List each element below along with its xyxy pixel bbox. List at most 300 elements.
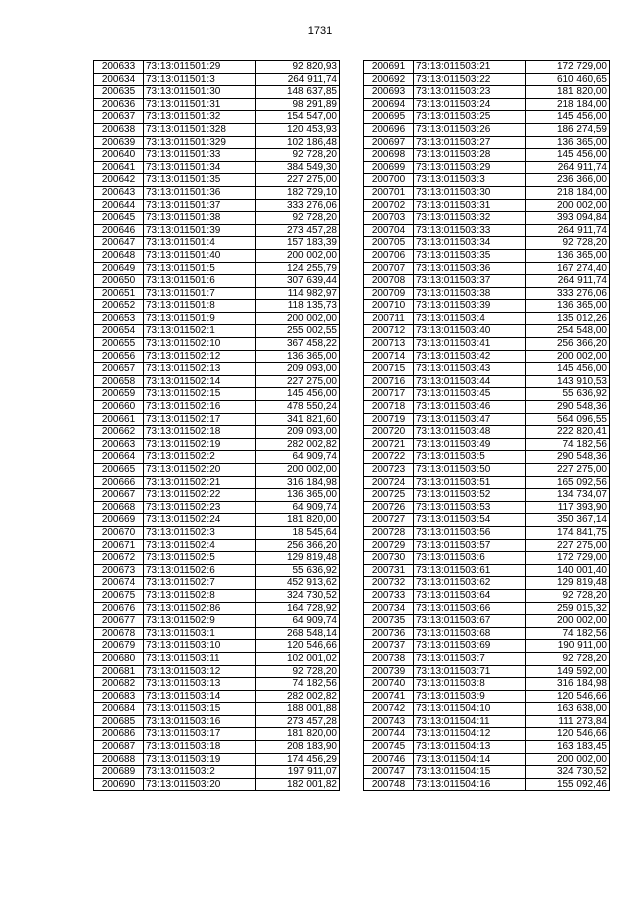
table-row bbox=[94, 426, 340, 439]
row-id-cell: 200698 bbox=[364, 149, 414, 162]
row-id-cell: 200709 bbox=[364, 287, 414, 300]
row-id-cell: 200720 bbox=[364, 426, 414, 439]
value-cell: 164 728,92 bbox=[256, 602, 340, 615]
cadastral-number-cell: 73:13:011503:41 bbox=[414, 338, 526, 351]
cadastral-number-cell: 73:13:011503:20 bbox=[144, 778, 256, 791]
value-cell: 255 002,55 bbox=[256, 325, 340, 338]
registry-table-left bbox=[93, 60, 340, 791]
row-id-cell: 200669 bbox=[94, 514, 144, 527]
row-id-cell: 200702 bbox=[364, 199, 414, 212]
cadastral-number-cell: 73:13:011504:15 bbox=[414, 766, 526, 779]
row-id-cell: 200664 bbox=[94, 451, 144, 464]
row-id-cell: 200670 bbox=[94, 526, 144, 539]
row-id-cell: 200683 bbox=[94, 690, 144, 703]
value-cell: 155 092,46 bbox=[526, 778, 610, 791]
value-cell: 316 184,98 bbox=[526, 678, 610, 691]
row-id-cell: 200673 bbox=[94, 564, 144, 577]
value-cell: 478 550,24 bbox=[256, 401, 340, 414]
table-row bbox=[94, 73, 340, 86]
row-id-cell: 200744 bbox=[364, 728, 414, 741]
value-cell: 290 548,36 bbox=[526, 451, 610, 464]
table-row bbox=[94, 111, 340, 124]
row-id-cell: 200718 bbox=[364, 401, 414, 414]
table-row bbox=[94, 287, 340, 300]
table-row bbox=[94, 489, 340, 502]
value-cell: 145 456,00 bbox=[526, 363, 610, 376]
row-id-cell: 200633 bbox=[94, 61, 144, 74]
cadastral-number-cell: 73:13:011503:30 bbox=[414, 186, 526, 199]
row-id-cell: 200640 bbox=[94, 149, 144, 162]
row-id-cell: 200730 bbox=[364, 552, 414, 565]
table-row bbox=[364, 312, 610, 325]
row-id-cell: 200727 bbox=[364, 514, 414, 527]
cadastral-number-cell: 73:13:011503:35 bbox=[414, 249, 526, 262]
value-cell: 282 002,82 bbox=[256, 438, 340, 451]
value-cell: 324 730,52 bbox=[256, 589, 340, 602]
value-cell: 124 255,79 bbox=[256, 262, 340, 275]
table-row bbox=[94, 652, 340, 665]
cadastral-number-cell: 73:13:011503:14 bbox=[144, 690, 256, 703]
table-row bbox=[94, 778, 340, 791]
value-cell: 145 456,00 bbox=[526, 111, 610, 124]
cadastral-number-cell: 73:13:011503:23 bbox=[414, 86, 526, 99]
table-row bbox=[364, 476, 610, 489]
value-cell: 200 002,00 bbox=[526, 615, 610, 628]
table-row bbox=[364, 174, 610, 187]
cadastral-number-cell: 73:13:011503:51 bbox=[414, 476, 526, 489]
cadastral-number-cell: 73:13:011503:18 bbox=[144, 741, 256, 754]
row-id-cell: 200667 bbox=[94, 489, 144, 502]
table-row bbox=[94, 224, 340, 237]
row-id-cell: 200659 bbox=[94, 388, 144, 401]
row-id-cell: 200652 bbox=[94, 300, 144, 313]
value-cell: 120 546,66 bbox=[256, 640, 340, 653]
value-cell: 174 456,29 bbox=[256, 753, 340, 766]
value-cell: 282 002,82 bbox=[256, 690, 340, 703]
cadastral-number-cell: 73:13:011503:67 bbox=[414, 615, 526, 628]
cadastral-number-cell: 73:13:011501:29 bbox=[144, 61, 256, 74]
table-row bbox=[364, 123, 610, 136]
table-row bbox=[94, 375, 340, 388]
cadastral-number-cell: 73:13:011503:25 bbox=[414, 111, 526, 124]
cadastral-number-cell: 73:13:011503:39 bbox=[414, 300, 526, 313]
table-row bbox=[94, 451, 340, 464]
cadastral-number-cell: 73:13:011502:7 bbox=[144, 577, 256, 590]
value-cell: 324 730,52 bbox=[526, 766, 610, 779]
row-id-cell: 200656 bbox=[94, 350, 144, 363]
value-cell: 92 728,20 bbox=[256, 149, 340, 162]
row-id-cell: 200672 bbox=[94, 552, 144, 565]
table-row bbox=[94, 476, 340, 489]
table-row bbox=[94, 325, 340, 338]
table-row bbox=[364, 451, 610, 464]
cadastral-number-cell: 73:13:011503:49 bbox=[414, 438, 526, 451]
cadastral-number-cell: 73:13:011503:12 bbox=[144, 665, 256, 678]
value-cell: 182 729,10 bbox=[256, 186, 340, 199]
value-cell: 208 183,90 bbox=[256, 741, 340, 754]
table-row bbox=[94, 728, 340, 741]
cadastral-number-cell: 73:13:011501:37 bbox=[144, 199, 256, 212]
table-row bbox=[364, 186, 610, 199]
table-row bbox=[94, 401, 340, 414]
cadastral-number-cell: 73:13:011503:1 bbox=[144, 627, 256, 640]
cadastral-number-cell: 73:13:011503:10 bbox=[144, 640, 256, 653]
value-cell: 145 456,00 bbox=[256, 388, 340, 401]
table-row bbox=[94, 275, 340, 288]
row-id-cell: 200665 bbox=[94, 464, 144, 477]
value-cell: 218 184,00 bbox=[526, 98, 610, 111]
value-cell: 167 274,40 bbox=[526, 262, 610, 275]
value-cell: 290 548,36 bbox=[526, 401, 610, 414]
row-id-cell: 200682 bbox=[94, 678, 144, 691]
row-id-cell: 200700 bbox=[364, 174, 414, 187]
table-row bbox=[364, 136, 610, 149]
cadastral-number-cell: 73:13:011502:10 bbox=[144, 338, 256, 351]
table-row bbox=[364, 224, 610, 237]
table-row bbox=[94, 690, 340, 703]
cadastral-number-cell: 73:13:011503:24 bbox=[414, 98, 526, 111]
row-id-cell: 200735 bbox=[364, 615, 414, 628]
table-row bbox=[364, 199, 610, 212]
row-id-cell: 200704 bbox=[364, 224, 414, 237]
table-row bbox=[364, 212, 610, 225]
row-id-cell: 200694 bbox=[364, 98, 414, 111]
cadastral-number-cell: 73:13:011503:54 bbox=[414, 514, 526, 527]
cadastral-number-cell: 73:13:011502:4 bbox=[144, 539, 256, 552]
table-row bbox=[364, 426, 610, 439]
row-id-cell: 200674 bbox=[94, 577, 144, 590]
cadastral-number-cell: 73:13:011503:34 bbox=[414, 237, 526, 250]
row-id-cell: 200686 bbox=[94, 728, 144, 741]
cadastral-number-cell: 73:13:011503:50 bbox=[414, 464, 526, 477]
table-row bbox=[364, 652, 610, 665]
table-row bbox=[364, 388, 610, 401]
value-cell: 92 728,20 bbox=[256, 665, 340, 678]
cadastral-number-cell: 73:13:011503:7 bbox=[414, 652, 526, 665]
row-id-cell: 200713 bbox=[364, 338, 414, 351]
value-cell: 333 276,06 bbox=[256, 199, 340, 212]
cadastral-number-cell: 73:13:011501:38 bbox=[144, 212, 256, 225]
table-row bbox=[94, 526, 340, 539]
row-id-cell: 200729 bbox=[364, 539, 414, 552]
table-row bbox=[94, 199, 340, 212]
table-row bbox=[94, 753, 340, 766]
value-cell: 181 820,00 bbox=[256, 514, 340, 527]
cadastral-number-cell: 73:13:011503:64 bbox=[414, 589, 526, 602]
value-cell: 200 002,00 bbox=[526, 753, 610, 766]
cadastral-number-cell: 73:13:011503:6 bbox=[414, 552, 526, 565]
row-id-cell: 200693 bbox=[364, 86, 414, 99]
table-row bbox=[364, 552, 610, 565]
cadastral-number-cell: 73:13:011501:34 bbox=[144, 161, 256, 174]
table-row bbox=[364, 325, 610, 338]
row-id-cell: 200691 bbox=[364, 61, 414, 74]
row-id-cell: 200685 bbox=[94, 715, 144, 728]
row-id-cell: 200719 bbox=[364, 413, 414, 426]
value-cell: 55 636,92 bbox=[256, 564, 340, 577]
table-row bbox=[94, 741, 340, 754]
value-cell: 92 728,20 bbox=[526, 589, 610, 602]
table-row bbox=[364, 665, 610, 678]
table-row bbox=[94, 627, 340, 640]
table-row bbox=[94, 350, 340, 363]
row-id-cell: 200677 bbox=[94, 615, 144, 628]
cadastral-number-cell: 73:13:011503:68 bbox=[414, 627, 526, 640]
value-cell: 333 276,06 bbox=[526, 287, 610, 300]
table-row bbox=[364, 526, 610, 539]
value-cell: 273 457,28 bbox=[256, 715, 340, 728]
cadastral-number-cell: 73:13:011504:12 bbox=[414, 728, 526, 741]
value-cell: 181 820,00 bbox=[526, 86, 610, 99]
value-cell: 227 275,00 bbox=[526, 464, 610, 477]
row-id-cell: 200696 bbox=[364, 123, 414, 136]
row-id-cell: 200635 bbox=[94, 86, 144, 99]
value-cell: 136 365,00 bbox=[526, 300, 610, 313]
table-row bbox=[94, 589, 340, 602]
table-row bbox=[364, 602, 610, 615]
row-id-cell: 200712 bbox=[364, 325, 414, 338]
value-cell: 264 911,74 bbox=[526, 224, 610, 237]
row-id-cell: 200716 bbox=[364, 375, 414, 388]
value-cell: 452 913,62 bbox=[256, 577, 340, 590]
value-cell: 384 549,30 bbox=[256, 161, 340, 174]
cadastral-number-cell: 73:13:011502:9 bbox=[144, 615, 256, 628]
value-cell: 264 911,74 bbox=[526, 161, 610, 174]
value-cell: 200 002,00 bbox=[256, 464, 340, 477]
cadastral-number-cell: 73:13:011503:32 bbox=[414, 212, 526, 225]
cadastral-number-cell: 73:13:011502:22 bbox=[144, 489, 256, 502]
row-id-cell: 200647 bbox=[94, 237, 144, 250]
cadastral-number-cell: 73:13:011501:36 bbox=[144, 186, 256, 199]
row-id-cell: 200657 bbox=[94, 363, 144, 376]
cadastral-number-cell: 73:13:011503:29 bbox=[414, 161, 526, 174]
row-id-cell: 200666 bbox=[94, 476, 144, 489]
value-cell: 174 841,75 bbox=[526, 526, 610, 539]
value-cell: 98 291,89 bbox=[256, 98, 340, 111]
value-cell: 259 015,32 bbox=[526, 602, 610, 615]
table-row bbox=[364, 287, 610, 300]
row-id-cell: 200684 bbox=[94, 703, 144, 716]
row-id-cell: 200705 bbox=[364, 237, 414, 250]
cadastral-number-cell: 73:13:011502:17 bbox=[144, 413, 256, 426]
table-row bbox=[94, 438, 340, 451]
value-cell: 74 182,56 bbox=[526, 438, 610, 451]
row-id-cell: 200692 bbox=[364, 73, 414, 86]
table-row bbox=[364, 111, 610, 124]
table-row bbox=[94, 212, 340, 225]
row-id-cell: 200658 bbox=[94, 375, 144, 388]
row-id-cell: 200739 bbox=[364, 665, 414, 678]
table-row bbox=[364, 363, 610, 376]
cadastral-number-cell: 73:13:011503:22 bbox=[414, 73, 526, 86]
cadastral-number-cell: 73:13:011501:39 bbox=[144, 224, 256, 237]
cadastral-number-cell: 73:13:011501:40 bbox=[144, 249, 256, 262]
cadastral-number-cell: 73:13:011502:86 bbox=[144, 602, 256, 615]
value-cell: 92 820,93 bbox=[256, 61, 340, 74]
cadastral-number-cell: 73:13:011502:23 bbox=[144, 501, 256, 514]
cadastral-number-cell: 73:13:011503:53 bbox=[414, 501, 526, 514]
table-row bbox=[94, 136, 340, 149]
table-row bbox=[364, 73, 610, 86]
value-cell: 200 002,00 bbox=[526, 350, 610, 363]
table-row bbox=[94, 640, 340, 653]
value-cell: 136 365,00 bbox=[526, 249, 610, 262]
value-cell: 190 911,00 bbox=[526, 640, 610, 653]
row-id-cell: 200711 bbox=[364, 312, 414, 325]
table-row bbox=[94, 413, 340, 426]
registry-table-right bbox=[363, 60, 610, 791]
table-row bbox=[364, 640, 610, 653]
value-cell: 134 734,07 bbox=[526, 489, 610, 502]
table-row bbox=[364, 690, 610, 703]
row-id-cell: 200746 bbox=[364, 753, 414, 766]
cadastral-number-cell: 73:13:011501:8 bbox=[144, 300, 256, 313]
row-id-cell: 200689 bbox=[94, 766, 144, 779]
cadastral-number-cell: 73:13:011501:9 bbox=[144, 312, 256, 325]
cadastral-number-cell: 73:13:011503:15 bbox=[144, 703, 256, 716]
row-id-cell: 200662 bbox=[94, 426, 144, 439]
table-row bbox=[94, 161, 340, 174]
table-row bbox=[364, 61, 610, 74]
value-cell: 136 365,00 bbox=[256, 489, 340, 502]
cadastral-number-cell: 73:13:011503:4 bbox=[414, 312, 526, 325]
value-cell: 256 366,20 bbox=[256, 539, 340, 552]
value-cell: 136 365,00 bbox=[256, 350, 340, 363]
cadastral-number-cell: 73:13:011503:36 bbox=[414, 262, 526, 275]
table-row bbox=[94, 577, 340, 590]
cadastral-number-cell: 73:13:011503:2 bbox=[144, 766, 256, 779]
value-cell: 209 093,00 bbox=[256, 426, 340, 439]
row-id-cell: 200688 bbox=[94, 753, 144, 766]
row-id-cell: 200634 bbox=[94, 73, 144, 86]
row-id-cell: 200690 bbox=[94, 778, 144, 791]
cadastral-number-cell: 73:13:011503:69 bbox=[414, 640, 526, 653]
value-cell: 102 186,48 bbox=[256, 136, 340, 149]
value-cell: 341 821,60 bbox=[256, 413, 340, 426]
cadastral-number-cell: 73:13:011503:56 bbox=[414, 526, 526, 539]
table-row bbox=[364, 753, 610, 766]
value-cell: 197 911,07 bbox=[256, 766, 340, 779]
row-id-cell: 200740 bbox=[364, 678, 414, 691]
value-cell: 74 182,56 bbox=[526, 627, 610, 640]
table-row bbox=[364, 249, 610, 262]
value-cell: 350 367,14 bbox=[526, 514, 610, 527]
cadastral-number-cell: 73:13:011502:21 bbox=[144, 476, 256, 489]
row-id-cell: 200706 bbox=[364, 249, 414, 262]
cadastral-number-cell: 73:13:011503:43 bbox=[414, 363, 526, 376]
cadastral-number-cell: 73:13:011503:33 bbox=[414, 224, 526, 237]
row-id-cell: 200681 bbox=[94, 665, 144, 678]
table-row bbox=[364, 98, 610, 111]
cadastral-number-cell: 73:13:011503:46 bbox=[414, 401, 526, 414]
value-cell: 227 275,00 bbox=[526, 539, 610, 552]
table-row bbox=[94, 123, 340, 136]
value-cell: 236 366,00 bbox=[526, 174, 610, 187]
row-id-cell: 200724 bbox=[364, 476, 414, 489]
table-row bbox=[94, 237, 340, 250]
row-id-cell: 200726 bbox=[364, 501, 414, 514]
value-cell: 188 001,88 bbox=[256, 703, 340, 716]
row-id-cell: 200638 bbox=[94, 123, 144, 136]
table-row bbox=[94, 174, 340, 187]
row-id-cell: 200649 bbox=[94, 262, 144, 275]
row-id-cell: 200637 bbox=[94, 111, 144, 124]
cadastral-number-cell: 73:13:011504:16 bbox=[414, 778, 526, 791]
value-cell: 209 093,00 bbox=[256, 363, 340, 376]
row-id-cell: 200742 bbox=[364, 703, 414, 716]
value-cell: 264 911,74 bbox=[256, 73, 340, 86]
value-cell: 218 184,00 bbox=[526, 186, 610, 199]
table-row bbox=[364, 464, 610, 477]
row-id-cell: 200733 bbox=[364, 589, 414, 602]
table-row bbox=[364, 375, 610, 388]
value-cell: 200 002,00 bbox=[256, 249, 340, 262]
cadastral-number-cell: 73:13:011503:3 bbox=[414, 174, 526, 187]
cadastral-number-cell: 73:13:011503:57 bbox=[414, 539, 526, 552]
value-cell: 610 460,65 bbox=[526, 73, 610, 86]
value-cell: 92 728,20 bbox=[526, 652, 610, 665]
value-cell: 254 548,00 bbox=[526, 325, 610, 338]
cadastral-number-cell: 73:13:011503:19 bbox=[144, 753, 256, 766]
row-id-cell: 200639 bbox=[94, 136, 144, 149]
cadastral-number-cell: 73:13:011503:27 bbox=[414, 136, 526, 149]
table-row bbox=[364, 766, 610, 779]
cadastral-number-cell: 73:13:011503:13 bbox=[144, 678, 256, 691]
table-row bbox=[94, 149, 340, 162]
cadastral-number-cell: 73:13:011503:31 bbox=[414, 199, 526, 212]
row-id-cell: 200678 bbox=[94, 627, 144, 640]
cadastral-number-cell: 73:13:011503:47 bbox=[414, 413, 526, 426]
row-id-cell: 200714 bbox=[364, 350, 414, 363]
table-row bbox=[364, 149, 610, 162]
row-id-cell: 200725 bbox=[364, 489, 414, 502]
cadastral-number-cell: 73:13:011503:28 bbox=[414, 149, 526, 162]
table-row bbox=[364, 338, 610, 351]
row-id-cell: 200710 bbox=[364, 300, 414, 313]
table-row bbox=[94, 501, 340, 514]
row-id-cell: 200715 bbox=[364, 363, 414, 376]
table-row bbox=[94, 464, 340, 477]
cadastral-number-cell: 73:13:011502:20 bbox=[144, 464, 256, 477]
row-id-cell: 200732 bbox=[364, 577, 414, 590]
table-row bbox=[364, 300, 610, 313]
row-id-cell: 200747 bbox=[364, 766, 414, 779]
cadastral-number-cell: 73:13:011502:3 bbox=[144, 526, 256, 539]
value-cell: 74 182,56 bbox=[256, 678, 340, 691]
value-cell: 120 546,66 bbox=[526, 728, 610, 741]
cadastral-number-cell: 73:13:011503:45 bbox=[414, 388, 526, 401]
cadastral-number-cell: 73:13:011501:5 bbox=[144, 262, 256, 275]
value-cell: 149 592,00 bbox=[526, 665, 610, 678]
row-id-cell: 200728 bbox=[364, 526, 414, 539]
row-id-cell: 200703 bbox=[364, 212, 414, 225]
table-row bbox=[94, 766, 340, 779]
table-row bbox=[364, 161, 610, 174]
cadastral-number-cell: 73:13:011501:31 bbox=[144, 98, 256, 111]
value-cell: 200 002,00 bbox=[526, 199, 610, 212]
table-row bbox=[94, 186, 340, 199]
row-id-cell: 200648 bbox=[94, 249, 144, 262]
row-id-cell: 200738 bbox=[364, 652, 414, 665]
cadastral-number-cell: 73:13:011502:5 bbox=[144, 552, 256, 565]
row-id-cell: 200748 bbox=[364, 778, 414, 791]
row-id-cell: 200687 bbox=[94, 741, 144, 754]
value-cell: 143 910,53 bbox=[526, 375, 610, 388]
cadastral-number-cell: 73:13:011502:6 bbox=[144, 564, 256, 577]
cadastral-number-cell: 73:13:011503:8 bbox=[414, 678, 526, 691]
value-cell: 145 456,00 bbox=[526, 149, 610, 162]
cadastral-number-cell: 73:13:011504:10 bbox=[414, 703, 526, 716]
